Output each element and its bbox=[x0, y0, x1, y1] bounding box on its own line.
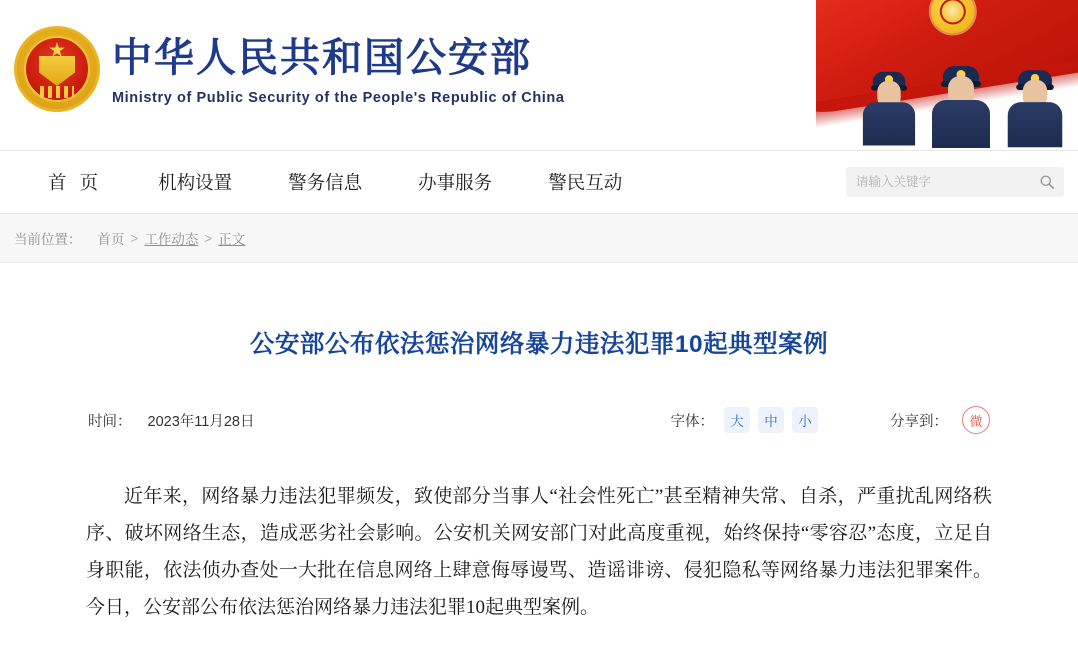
police-badge-icon bbox=[925, 0, 980, 39]
officer-figure bbox=[858, 65, 921, 146]
nav-item-list bbox=[0, 169, 650, 195]
officer-figure bbox=[1002, 63, 1068, 148]
officer-figure bbox=[926, 58, 996, 148]
font-size-label: 字体： bbox=[670, 413, 714, 430]
breadcrumb-separator: > bbox=[130, 230, 139, 246]
breadcrumb bbox=[0, 214, 1078, 263]
breadcrumb-item-article[interactable]: 正文 bbox=[218, 232, 246, 247]
search-icon[interactable] bbox=[1030, 167, 1064, 197]
article-container bbox=[0, 325, 1078, 626]
nav-item-police-info[interactable]: 警务信息 bbox=[288, 172, 363, 193]
site-title-cn: 中华人民共和国公安部 bbox=[112, 35, 532, 80]
breadcrumb-item-home[interactable]: 首页 bbox=[97, 232, 125, 247]
site-title-block bbox=[112, 36, 565, 106]
nav-item-home[interactable]: 首 页 bbox=[48, 172, 103, 193]
page-title: 公安部公布依法惩治网络暴力违法犯罪10起典型案例 bbox=[249, 331, 829, 358]
font-size-small-button[interactable]: 小 bbox=[792, 407, 818, 433]
search-box[interactable] bbox=[846, 167, 1064, 197]
font-size-large-button[interactable]: 大 bbox=[724, 407, 750, 433]
article-paragraph: 近年来，网络暴力违法犯罪频发，致使部分当事人“社会性死亡”甚至精神失常、自杀，严重扰乱网络秩序、破坏网络生态，造成恶劣社会影响。公安机关网安部门对此高度重视，始终保持“零容忍”态度，立足自身职能，依法侦办查处一大批在信息网络上肆意侮辱谩骂、造谣诽谤、侵犯隐私等网络暴力违法犯罪案件。今日，公安部公布依法惩治网络暴力违法犯罪10起典型案例。 bbox=[86, 486, 992, 619]
weibo-icon[interactable]: 微 bbox=[962, 406, 990, 434]
share-label: 分享到： bbox=[890, 413, 948, 430]
breadcrumb-item-work-news[interactable]: 工作动态 bbox=[144, 232, 199, 247]
nav-item-interaction[interactable]: 警民互动 bbox=[548, 172, 623, 193]
breadcrumb-label: 当前位置： bbox=[14, 232, 82, 247]
flag-officers-banner bbox=[816, 0, 1078, 150]
police-officers-illustration bbox=[844, 54, 1074, 150]
search-input[interactable] bbox=[846, 175, 1030, 189]
font-size-medium-button[interactable]: 中 bbox=[758, 407, 784, 433]
publish-time bbox=[88, 410, 254, 431]
breadcrumb-separator: > bbox=[204, 230, 213, 246]
publish-time-label: 时间： bbox=[88, 413, 132, 430]
main-navigation bbox=[0, 150, 1078, 214]
site-header bbox=[0, 0, 1078, 150]
national-emblem-icon bbox=[14, 26, 100, 112]
article-meta-row bbox=[84, 406, 994, 434]
publish-time-value: 2023年11月28日 bbox=[147, 413, 255, 430]
nav-item-organization[interactable]: 机构设置 bbox=[158, 172, 233, 193]
site-title-en: Ministry of Public Security of the People's Republic of China bbox=[112, 90, 565, 106]
nav-item-services[interactable]: 办事服务 bbox=[418, 172, 493, 193]
article-tools bbox=[671, 406, 991, 434]
